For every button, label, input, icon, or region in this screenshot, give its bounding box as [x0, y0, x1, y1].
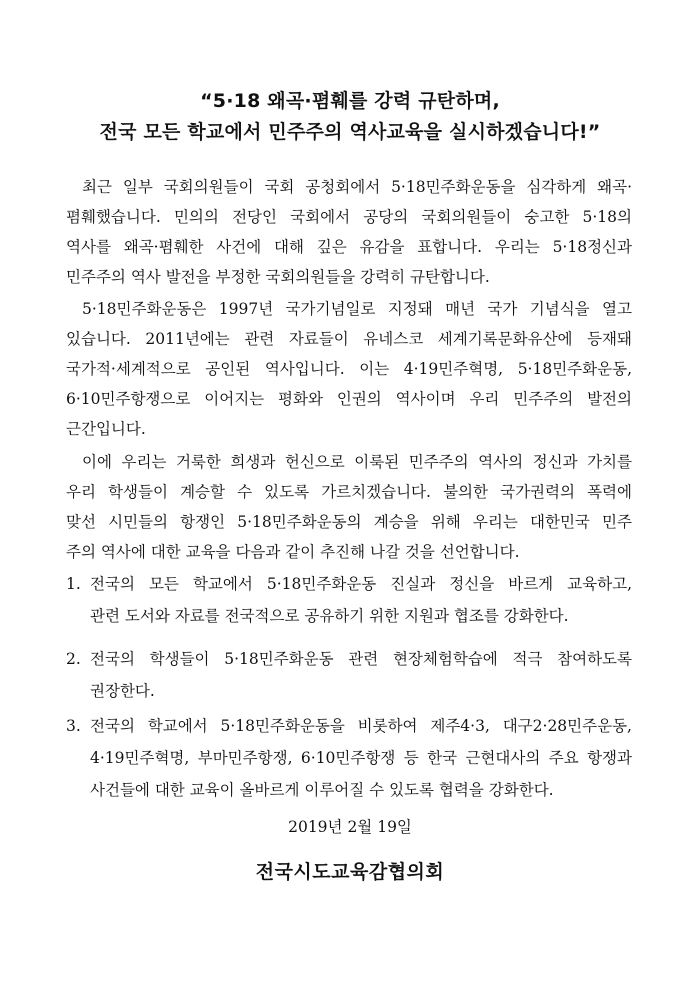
paragraph-line: 5·18민주화운동은 1997년 국가기념일로 지정돼 매년 국가 기념식을 열고 — [82, 300, 632, 318]
list-item-number: 3. — [66, 717, 81, 735]
paragraph-line: 이에 우리는 거룩한 희생과 헌신으로 이룩된 민주주의 역사의 정신과 가치를 — [82, 453, 632, 471]
paragraph-line: 폄훼했습니다. 민의의 전당인 국회에서 공당의 국회의원들이 숭고한 5·18의 — [66, 208, 632, 226]
paragraph-line: 역사를 왜곡·폄훼한 사건에 대해 깊은 유감을 표합니다. 우리는 5·18정신과 — [66, 238, 632, 256]
paragraph-line: 맞선 시민들의 항쟁인 5·18민주화운동의 계승을 위해 우리는 대한민국 민주 — [66, 513, 632, 531]
list-item-line: 전국의 학생들이 5·18민주화운동 관련 현장체험학습에 적극 참여하도록 — [90, 650, 632, 668]
list-item-line: 사건들에 대한 교육이 올바르게 이루어질 수 있도록 협력을 강화한다. — [90, 781, 554, 799]
paragraph-line: 우리 학생들이 계승할 수 있도록 가르치겠습니다. 불의한 국가권력의 폭력에 — [66, 483, 632, 501]
paragraph-1 — [66, 172, 632, 292]
title-line-1: “5·18 왜곡·폄훼를 강력 규탄하며, — [200, 90, 500, 112]
paragraph-line: 최근 일부 국회의원들이 국회 공청회에서 5·18민주화운동을 심각하게 왜곡· — [82, 178, 632, 196]
paragraph-line: 국가적·세계적으로 공인된 역사입니다. 이는 4·19민주혁명, 5·18민주화운동, — [66, 360, 632, 378]
list-item-line: 전국의 학교에서 5·18민주화운동을 비롯하여 제주4·3, 대구2·28민주운동, — [90, 717, 632, 735]
title-line-2: 전국 모든 학교에서 민주주의 역사교육을 실시하겠습니다!” — [99, 121, 601, 143]
paragraph-line: 주의 역사에 대한 교육을 다음과 같이 추진해 나갈 것을 선언합니다. — [66, 543, 520, 561]
paragraph-line: 6·10민주항쟁으로 이어지는 평화와 인권의 역사이며 우리 민주주의 발전의 — [66, 390, 632, 408]
list-item-line: 전국의 모든 학교에서 5·18민주화운동 진실과 정신을 바르게 교육하고, — [90, 575, 632, 593]
statement-date: 2019년 2월 19일 — [288, 818, 412, 836]
paragraph-line: 민주주의 역사 발전을 부정한 국회의원들을 강력히 규탄합니다. — [66, 268, 490, 286]
issuing-organization: 전국시도교육감협의회 — [255, 861, 445, 883]
list-item-line: 4·19민주혁명, 부마민주항쟁, 6·10민주항쟁 등 한국 근현대사의 주요 항쟁과 — [90, 749, 632, 767]
paragraph-line: 근간입니다. — [66, 420, 146, 438]
paragraph-2 — [66, 294, 632, 444]
paragraph-line: 있습니다. 2011년에는 관련 자료들이 유네스코 세계기록문화유산에 등재돼 — [66, 330, 632, 348]
list-item-line: 관련 도서와 자료를 전국적으로 공유하기 위한 지원과 협조를 강화한다. — [90, 607, 569, 625]
list-item-line: 권장한다. — [90, 682, 155, 700]
paragraph-3 — [66, 447, 632, 567]
list-item-number: 1. — [66, 575, 81, 593]
list-item-number: 2. — [66, 650, 81, 668]
